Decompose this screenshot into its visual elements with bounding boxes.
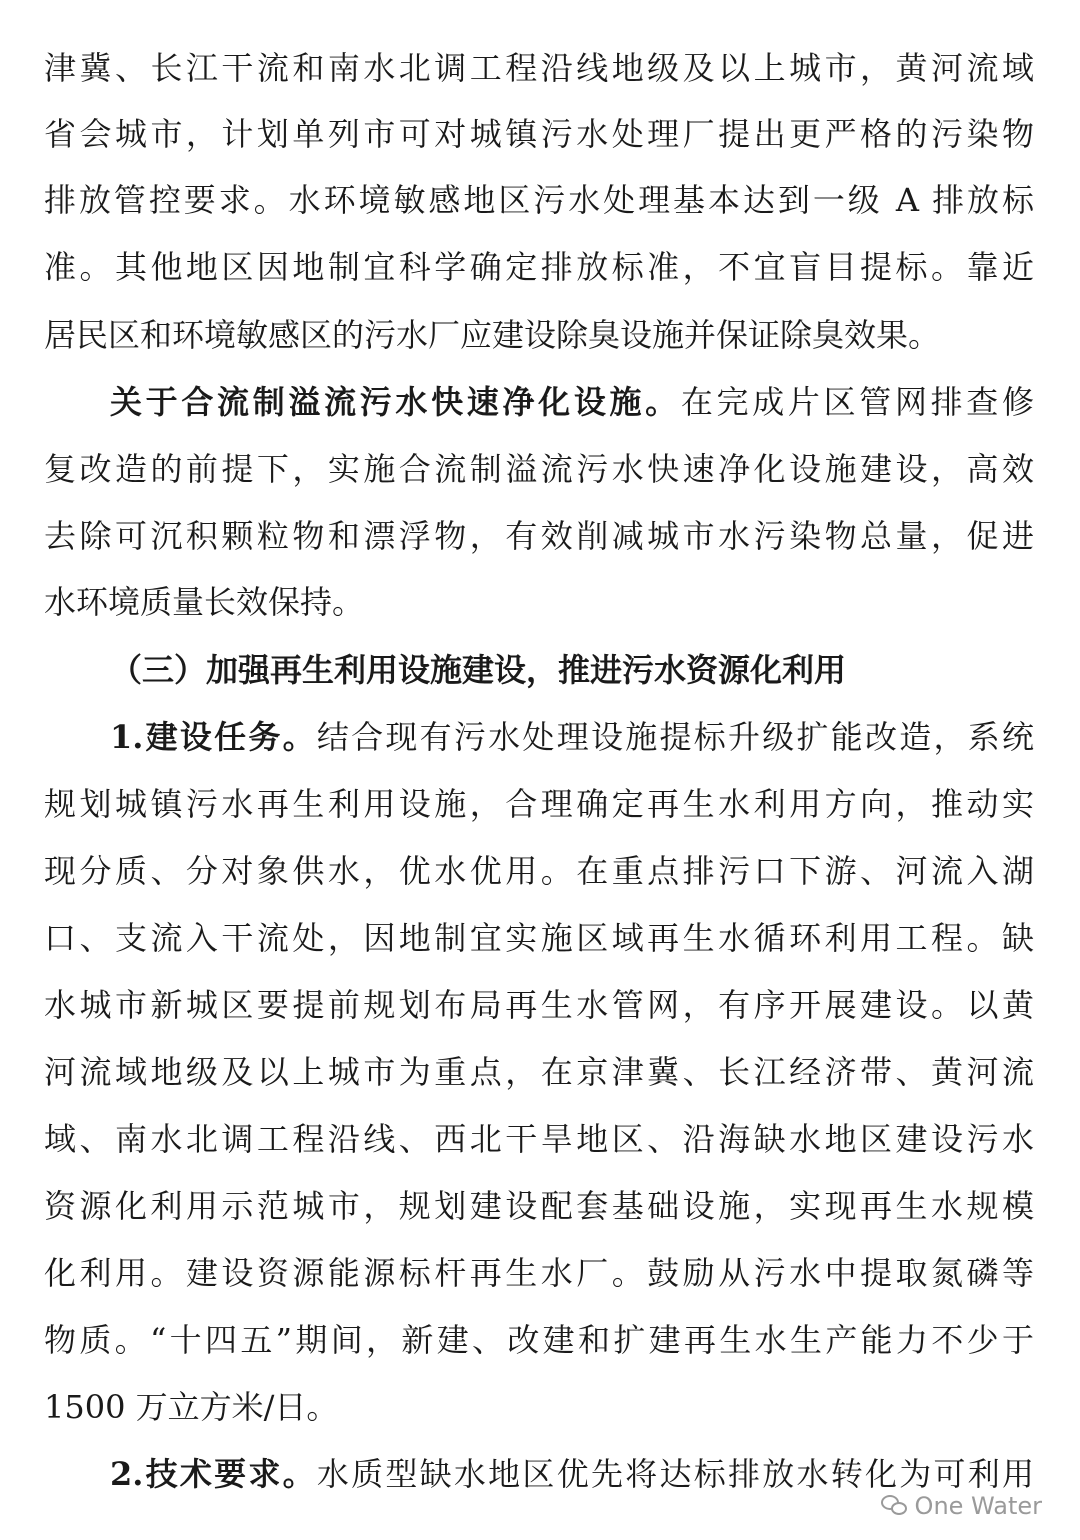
text-line: 水城市新城区要提前规划布局再生水管网，有序开展建设。以黄: [44, 986, 1034, 1024]
paragraph-first-line: [110, 704, 1034, 770]
text-line: 河流域地级及以上城市为重点，在京津冀、长江经济带、黄河流: [44, 1053, 1034, 1091]
text-line: 化利用。建设资源能源标杆再生水厂。鼓励从污水中提取氮磷等: [44, 1254, 1034, 1292]
text-line: 准。其他地区因地制宜科学确定排放标准，不宜盲目提标。靠近: [44, 248, 1034, 286]
bold-lead-text: 关于合流制溢流污水快速净化设施。: [110, 383, 681, 421]
wechat-icon: [881, 1495, 909, 1517]
paragraph-first-line: [110, 369, 1034, 435]
text-line: 口、支流入干流处，因地制宜实施区域再生水循环利用工程。缺: [44, 919, 1034, 957]
text-line: 津冀、长江干流和南水北调工程沿线地级及以上城市，黄河流域: [44, 49, 1034, 87]
text-line: 1500 万立方米/日。: [44, 1388, 339, 1426]
text-line: 现分质、分对象供水，优水优用。在重点排污口下游、河流入湖: [44, 852, 1034, 890]
text-run: 在完成片区管网排查修: [680, 383, 1034, 421]
section-heading: （三）加强再生利用设施建设，推进污水资源化利用: [110, 651, 847, 689]
text-line: 去除可沉积颗粒物和漂浮物，有效削减城市水污染物总量，促进: [44, 517, 1034, 555]
text-line: 资源化利用示范城市，规划建设配套基础设施，实现再生水规模: [44, 1187, 1034, 1225]
watermark-text: One Water: [914, 1492, 1042, 1520]
text-run: 水质型缺水地区优先将达标排放水转化为可利用: [316, 1455, 1034, 1493]
text-line: 域、南水北调工程沿线、西北干旱地区、沿海缺水地区建设污水: [44, 1120, 1034, 1158]
text-line: 复改造的前提下，实施合流制溢流污水快速净化设施建设，高效: [44, 450, 1034, 488]
text-line: 物质。“十四五”期间，新建、改建和扩建再生水生产能力不少于: [44, 1321, 1034, 1359]
text-line: 规划城镇污水再生利用设施，合理确定再生水利用方向，推动实: [44, 785, 1034, 823]
watermark: [881, 1492, 1042, 1520]
text-line: 居民区和环境敏感区的污水厂应建设除臭设施并保证除臭效果。: [44, 316, 941, 354]
bold-lead-text: 2.技术要求。: [110, 1455, 317, 1493]
text-line: 排放管控要求。水环境敏感地区污水处理基本达到一级 A 排放标: [44, 181, 1034, 219]
bold-lead-text: 1.建设任务。: [110, 718, 317, 756]
text-run: 结合现有污水处理设施提标升级扩能改造，系统: [316, 718, 1034, 756]
text-line: 水环境质量长效保持。: [44, 583, 365, 621]
text-line: 省会城市，计划单列市可对城镇污水处理厂提出更严格的污染物: [44, 115, 1034, 153]
